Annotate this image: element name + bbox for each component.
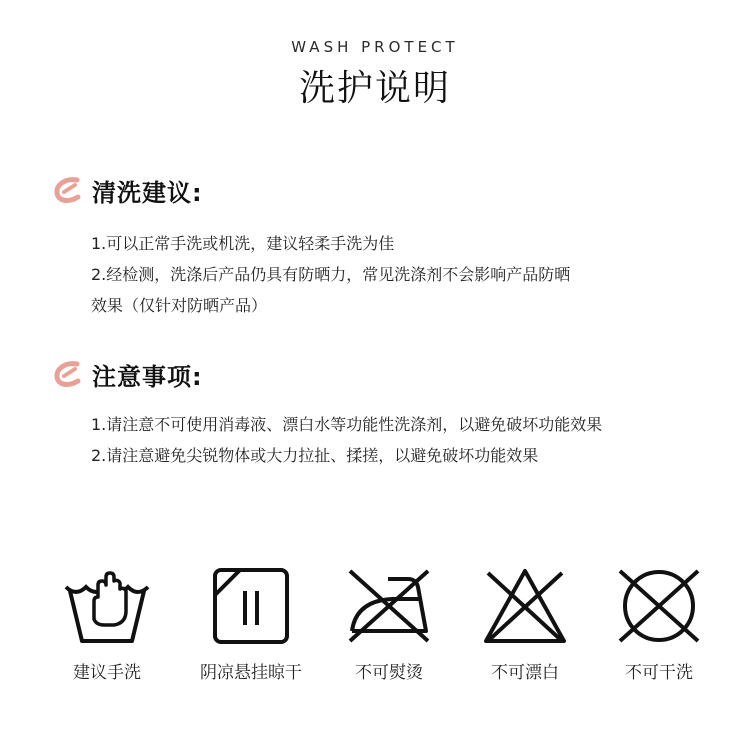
cleaning-paragraph bbox=[91, 228, 570, 321]
no-dry-clean-icon bbox=[616, 567, 702, 645]
care-label: 不可干洗 bbox=[625, 663, 693, 683]
section-heading-text: 清洗建议: bbox=[92, 178, 203, 207]
care-label: 不可漂白 bbox=[491, 663, 559, 683]
care-label: 阴凉悬挂晾干 bbox=[200, 663, 302, 683]
brand-mark-icon bbox=[53, 359, 83, 389]
no-bleach-icon bbox=[482, 567, 568, 645]
paragraph-line: 2.请注意避免尖锐物体或大力拉扯、揉搓，以避免破坏功能效果 bbox=[91, 446, 539, 465]
hand-wash-icon bbox=[64, 567, 150, 645]
section-heading-notes bbox=[53, 354, 203, 394]
paragraph-line: 效果（仅针对防晒产品） bbox=[91, 296, 268, 315]
care-label: 建议手洗 bbox=[73, 663, 141, 683]
notes-paragraph bbox=[91, 409, 602, 471]
section-heading-cleaning bbox=[53, 170, 203, 210]
paragraph-line: 1.请注意不可使用消毒液、漂白水等功能性洗涤剂，以避免破坏功能效果 bbox=[91, 415, 603, 434]
care-label: 不可熨烫 bbox=[355, 663, 423, 683]
brand-mark-icon bbox=[53, 175, 83, 205]
page-title: 洗护说明 bbox=[298, 68, 451, 109]
no-iron-icon bbox=[346, 567, 432, 645]
paragraph-line: 2.经检测，洗涤后产品仍具有防晒力，常见洗涤剂不会影响产品防晒 bbox=[91, 265, 571, 284]
paragraph-line: 1.可以正常手洗或机洗，建议轻柔手洗为佳 bbox=[91, 234, 395, 253]
page-subtitle: WASH PROTECT bbox=[291, 38, 459, 56]
shade-hang-dry-icon bbox=[212, 567, 290, 645]
section-heading-text: 注意事项: bbox=[92, 362, 203, 391]
